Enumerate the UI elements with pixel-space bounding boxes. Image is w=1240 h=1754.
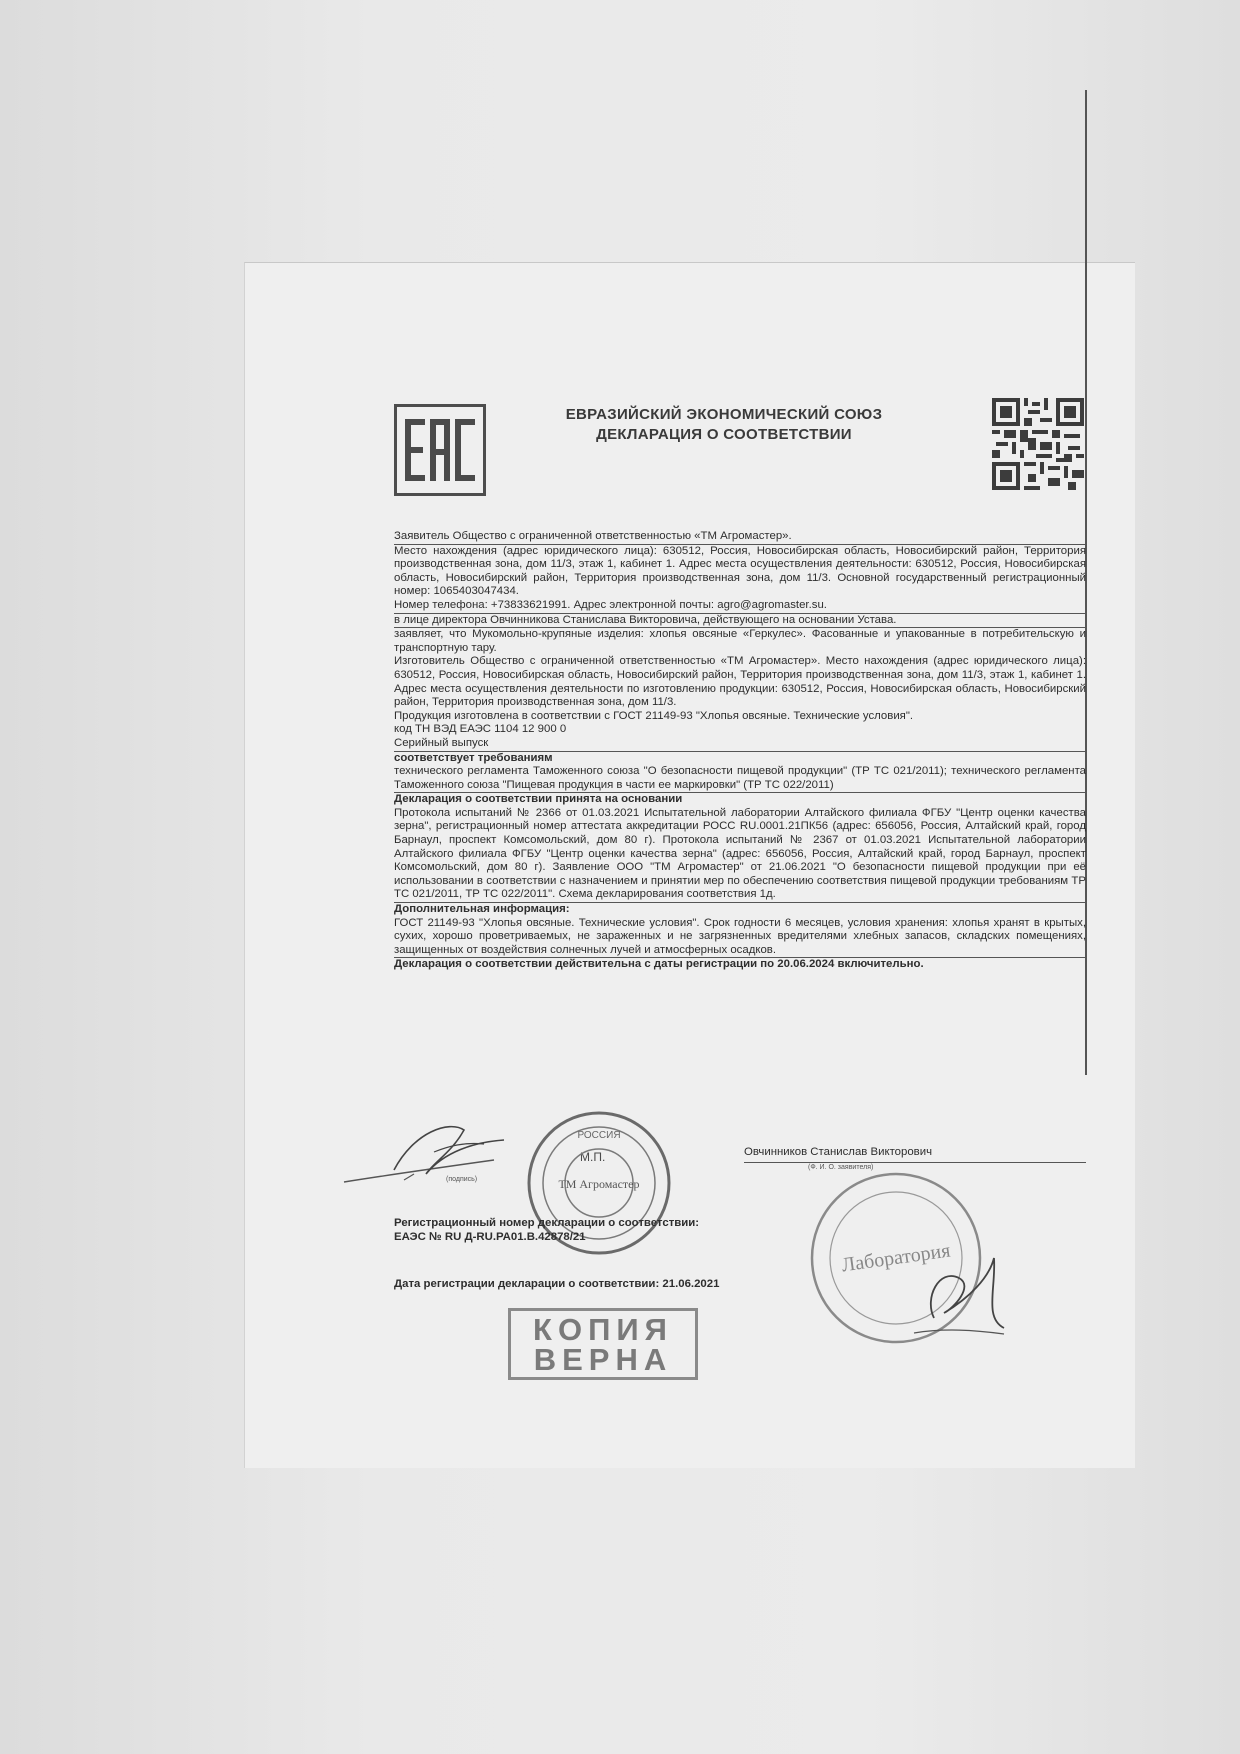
registration-label: Регистрационный номер декларации о соответствии: — [394, 1217, 700, 1229]
copy-certified-stamp — [508, 1308, 698, 1380]
company-stamp-center-text: ТМ Агромастер — [558, 1177, 640, 1191]
standard-reference: Продукция изготовлена в соответствии с ГОСТ 21149-93 "Хлопья овсяные. Технические условия". — [394, 709, 914, 722]
declaration-body — [394, 530, 1086, 972]
product-declaration: заявляет, что Мукомольно-крупяные изделия: хлопья овсяные «Геркулес». Фасованные и упакованные в потребительскую и транспортную тару. — [394, 628, 1086, 654]
conforms-regulations: технического регламента Таможенного союза "О безопасности пищевой продукции" (ТР ТС 021/2011); технического регламента Таможенного союза "Пищевая продукция в части ее маркировки" (ТР ТС 022/2011) — [394, 765, 1086, 793]
director-underline — [744, 1162, 1086, 1163]
union-title: ЕВРАЗИЙСКИЙ ЭКОНОМИЧЕСКИЙ СОЮЗ — [565, 406, 883, 423]
eac-logo — [394, 404, 486, 496]
registration-number: ЕАЭС № RU Д-RU.РА01.В.42878/21 — [394, 1231, 586, 1243]
validity-period: Декларация о соответствии действительна с даты регистрации по 20.06.2024 включительно. — [394, 958, 924, 971]
registration-block — [394, 1216, 699, 1244]
registration-date: Дата регистрации декларации о соответствии: 21.06.2021 — [394, 1278, 720, 1290]
additional-heading: Дополнительная информация: — [394, 903, 570, 916]
applicant-location: Место нахождения (адрес юридического лица): 630512, Россия, Новосибирская область, Новосибирский район, Территория производственная зона, дом 11/3, этаж 1, кабинет 1. Адрес места осуществления деятельности: 630512, Россия, Новосибирская область, Новосибирский район, Территория производственная зона, дом 11/3. Основной государственный регистрационный номер: 1065403047434. — [394, 544, 1086, 598]
tn-ved-code: код ТН ВЭД ЕАЭС 1104 12 900 0 — [394, 723, 567, 736]
basis-heading: Декларация о соответствии принята на основании — [394, 793, 683, 806]
document-header — [394, 398, 1086, 538]
applicant-line: Заявитель Общество с ограниченной ответственностью «ТМ Агромастер». — [394, 530, 1086, 545]
seal-place-label: М.П. — [580, 1150, 606, 1164]
applicant-signature — [334, 1112, 534, 1202]
laboratory-signature — [894, 1238, 1014, 1348]
declaration-title: ДЕКЛАРАЦИЯ О СООТВЕТСТВИИ — [596, 426, 852, 443]
signature-label: (подпись) — [446, 1176, 478, 1183]
conforms-heading: соответствует требованиям — [394, 751, 553, 764]
lab-stamp-text: Лаборатория — [840, 1239, 952, 1277]
applicant-contacts: Номер телефона: +73833621991. Адрес электронной почты: agro@agromaster.su. — [394, 599, 1086, 614]
copy-stamp-line2: ВЕРНА — [533, 1342, 673, 1377]
basis-text: Протокола испытаний № 2366 от 01.03.2021 Испытательной лаборатории Алтайского филиала ФГБУ "Центр оценки качества зерна", регистрационный номер аттестата аккредитации РОСС RU.0001.21ПК56 (адрес: 656056, Россия, Алтайский край, город Барнаул, проспект Комсомольский, дом 80 г). Протокола испытаний № 2367 от 01.03.2021 Испытательной лаборатории Алтайского филиала ФГБУ "Центр оценки качества зерна" (адрес: 656056, Россия, Алтайский край, город Барнаул, проспект Комсомольский, дом 80 г). Заявление ООО "ТМ Агромастер" от 21.06.2021 "О безопасности пищевой продукции при её использовании в соответствии с назначением и принятии мер по обеспечению соответствия пищевой продукции требованиям ТР ТС 021/2011, ТР ТС 022/2011". Схема декларирования соответствия 1д. — [394, 807, 1086, 903]
serial-release: Серийный выпуск — [394, 737, 1086, 752]
manufacturer-info: Изготовитель Общество с ограниченной ответственностью «ТМ Агромастер». Место нахождения (адрес юридического лица): 630512, Россия, Новосибирская область, Новосибирский район, Территория производственная зона, дом 11/3, этаж 1, кабинет 1. Адрес места осуществления деятельности по изготовлению продукции: 630512, Россия, Новосибирская область, Новосибирский район, Территория производственная зона, дом 11/3. — [394, 655, 1086, 709]
qr-code-icon — [992, 398, 1084, 490]
company-stamp-ring-text: РОССИЯ — [577, 1130, 621, 1141]
additional-info: ГОСТ 21149-93 "Хлопья овсяные. Технические условия". Срок годности 6 месяцев, условия хранения: хлопья хранят в крытых, сухих, хорошо проветриваемых, не зараженных и не загрязненных вредителями хлебных запасов, складских помещениях, защищенных от воздействия солнечных лучей и атмосферных осадков. — [394, 917, 1086, 959]
director-line: в лице директора Овчинникова Станислава Викторовича, действующего на основании Устава. — [394, 614, 1086, 629]
declaration-document — [394, 398, 1086, 1377]
qr-code-graphic — [992, 398, 1084, 490]
director-name: Овчинников Станислав Викторович — [744, 1146, 933, 1158]
eac-logo-icon — [397, 407, 483, 493]
fio-label: (Ф. И. О. заявителя) — [808, 1164, 874, 1171]
copy-stamp-line1: КОПИЯ — [533, 1312, 673, 1347]
